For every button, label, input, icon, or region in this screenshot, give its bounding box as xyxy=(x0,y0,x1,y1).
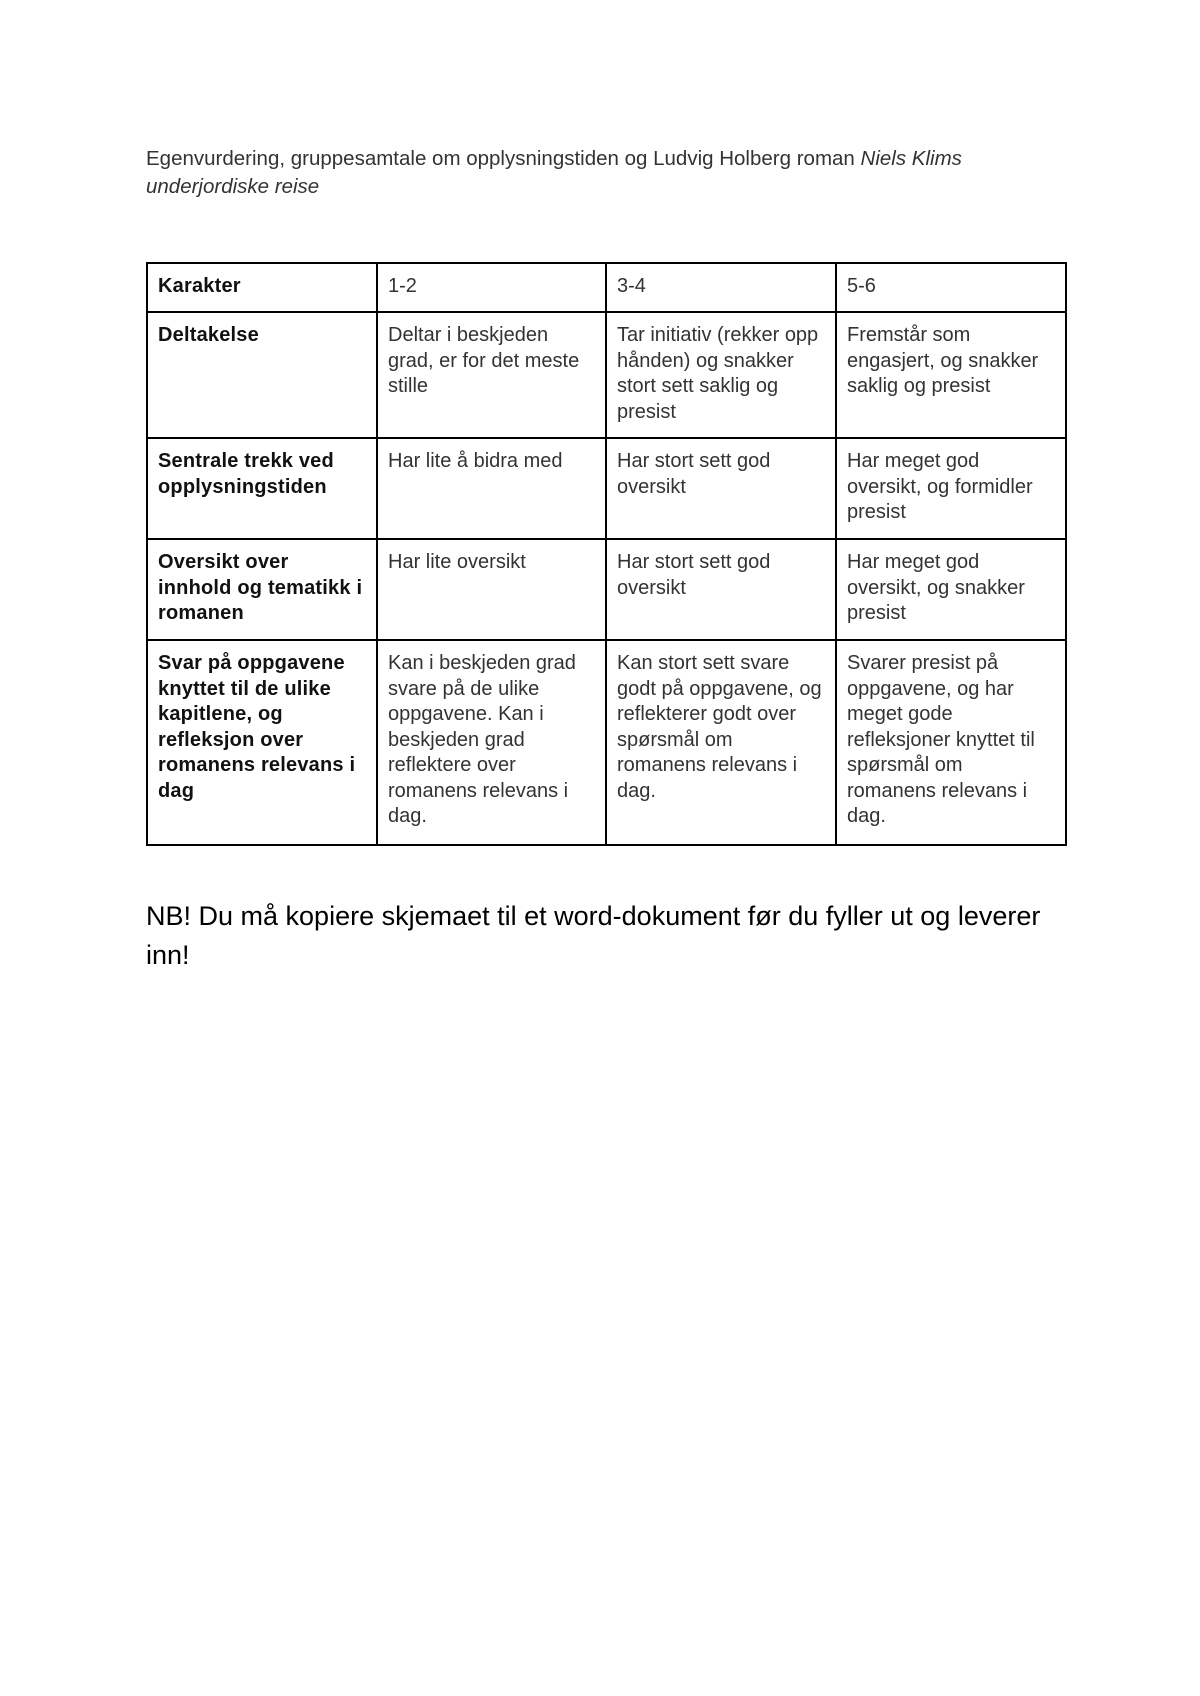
table-cell: Har stort sett god oversikt xyxy=(606,438,836,539)
header-cell-karakter: Karakter xyxy=(147,263,377,312)
row-label-oversikt: Oversikt over innhold og tematikk i romanen xyxy=(147,539,377,640)
intro-paragraph xyxy=(146,145,1076,201)
submission-note: NB! Du må kopiere skjemaet til et word-dokument før du fyller ut og leverer inn! xyxy=(146,901,1041,970)
table-header-row xyxy=(147,263,1066,312)
table-cell: Tar initiativ (rekker opp hånden) og snakker stort sett saklig og presist xyxy=(606,312,836,438)
header-cell-grade-5-6: 5-6 xyxy=(836,263,1066,312)
row-label-svar-paa-oppgavene: Svar på oppgavene knyttet til de ulike kapitlene, og refleksjon over romanens relevans i dag xyxy=(147,640,377,845)
header-cell-grade-3-4: 3-4 xyxy=(606,263,836,312)
header-cell-grade-1-2: 1-2 xyxy=(377,263,606,312)
table-cell: Svarer presist på oppgavene, og har meget gode refleksjoner knyttet til spørsmål om romanens relevans i dag. xyxy=(836,640,1066,845)
table-cell: Har lite å bidra med xyxy=(377,438,606,539)
assessment-rubric-table xyxy=(146,262,1067,846)
table-row xyxy=(147,640,1066,845)
table-cell: Har meget god oversikt, og formidler presist xyxy=(836,438,1066,539)
intro-book-title: Niels Klims underjordiske reise xyxy=(146,147,962,198)
row-label-sentrale-trekk: Sentrale trekk ved opplysningstiden xyxy=(147,438,377,539)
table-cell: Har meget god oversikt, og snakker presist xyxy=(836,539,1066,640)
table-cell: Kan stort sett svare godt på oppgavene, og reflekterer godt over spørsmål om romanens relevans i dag. xyxy=(606,640,836,845)
table-row xyxy=(147,539,1066,640)
table-cell: Fremstår som engasjert, og snakker saklig og presist xyxy=(836,312,1066,438)
table-cell: Har lite oversikt xyxy=(377,539,606,640)
intro-text: Egenvurdering, gruppesamtale om opplysningstiden og Ludvig Holberg roman xyxy=(146,147,861,170)
table-cell: Deltar i beskjeden grad, er for det meste stille xyxy=(377,312,606,438)
table-cell: Kan i beskjeden grad svare på de ulike oppgavene. Kan i beskjeden grad reflektere over romanens relevans i dag. xyxy=(377,640,606,845)
row-label-deltakelse: Deltakelse xyxy=(147,312,377,438)
table-row xyxy=(147,438,1066,539)
table-cell: Har stort sett god oversikt xyxy=(606,539,836,640)
table-row xyxy=(147,312,1066,438)
